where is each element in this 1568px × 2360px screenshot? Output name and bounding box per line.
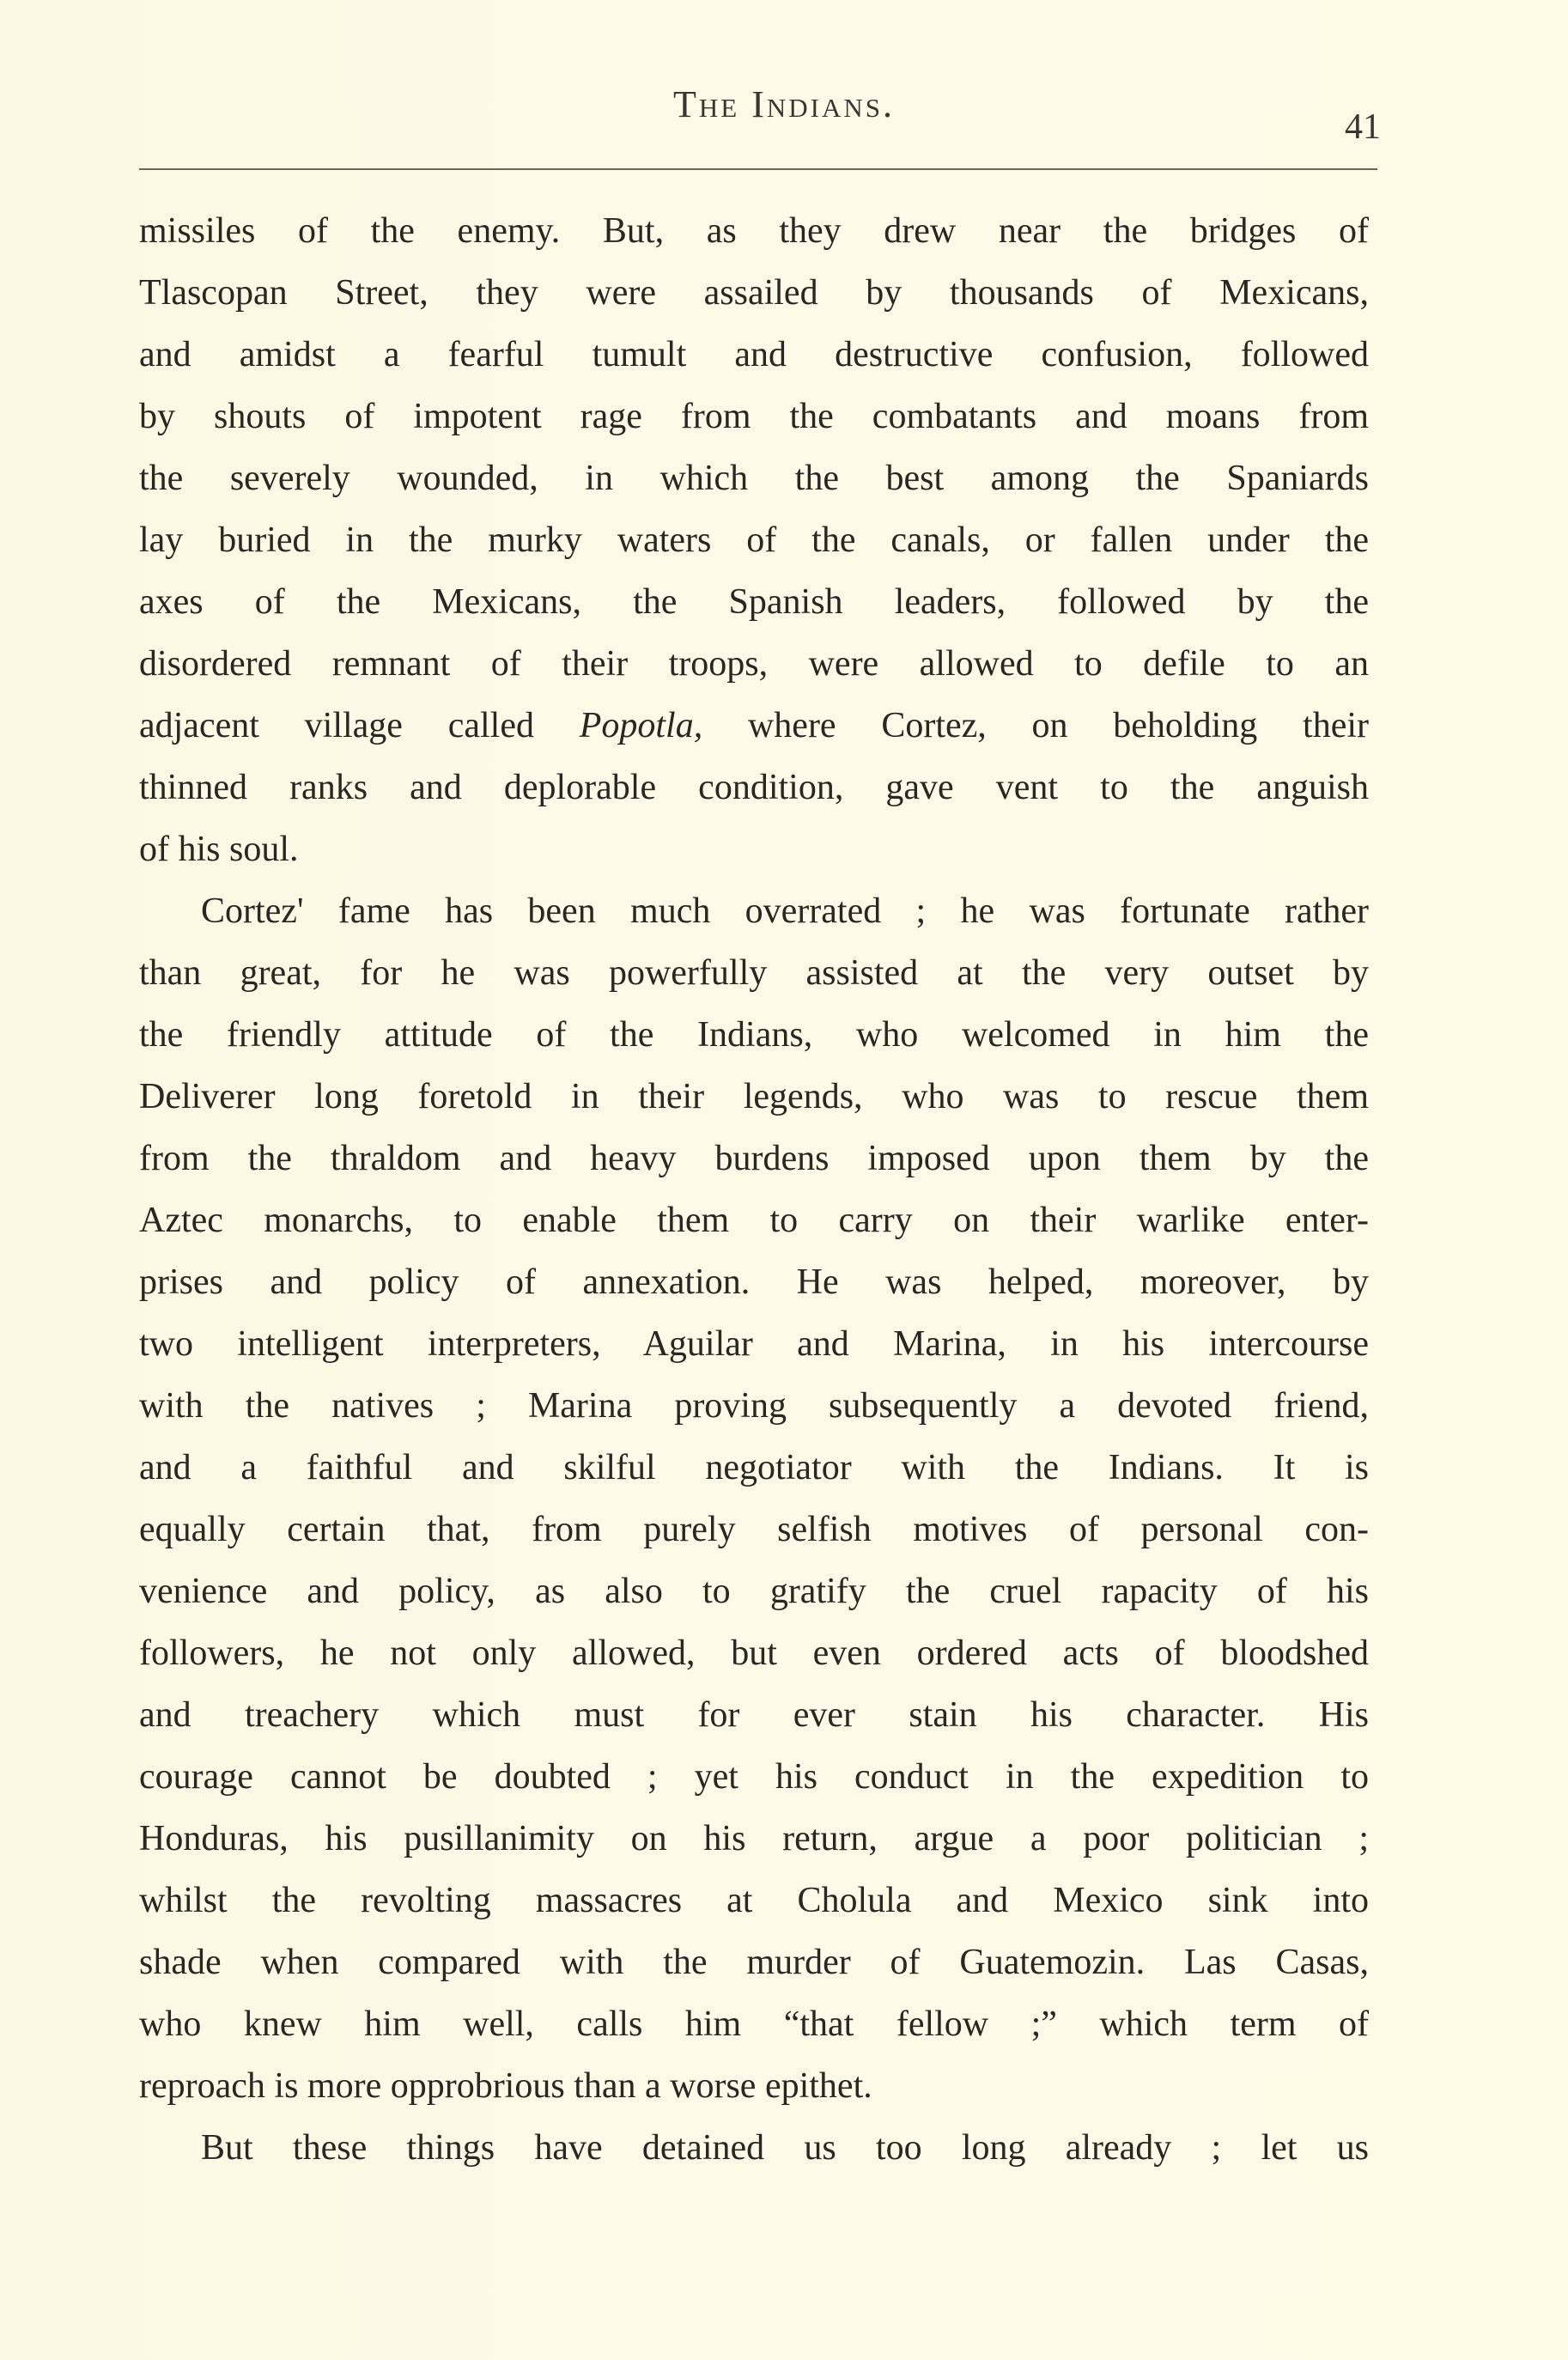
text-line: whilst the revolting massacres at Cholula and Mexico sink into bbox=[139, 1881, 1369, 1920]
text-line: missiles of the enemy. But, as they drew near the bridges of bbox=[139, 211, 1369, 251]
paragraph-start-line: But these things have detained us too long already ; let us bbox=[201, 2128, 1369, 2168]
text-line bbox=[139, 695, 1369, 757]
body-text bbox=[139, 200, 1369, 2179]
text-line: by shouts of impotent rage from the combatants and moans from bbox=[139, 397, 1369, 436]
text-line: axes of the Mexicans, the Spanish leaders, followed by the bbox=[139, 582, 1369, 622]
paragraph-start-line: Cortez' fame has been much overrated ; he was fortunate rather bbox=[201, 891, 1369, 931]
text-line: venience and policy, as also to gratify the cruel rapacity of his bbox=[139, 1572, 1369, 1611]
paragraph-end-line: reproach is more opprobrious than a worse epithet. bbox=[139, 2066, 872, 2106]
text-line: followers, he not only allowed, but even ordered acts of bloodshed bbox=[139, 1633, 1369, 1673]
text-line: with the natives ; Marina proving subsequently a devoted friend, bbox=[139, 1386, 1369, 1426]
text-line: two intelligent interpreters, Aguilar and Marina, in his intercourse bbox=[139, 1324, 1369, 1364]
text-line: thinned ranks and deplorable condition, gave vent to the anguish bbox=[139, 768, 1369, 807]
page-number: 41 bbox=[1345, 107, 1381, 147]
text-line: Aztec monarchs, to enable them to carry on their warlike enter- bbox=[139, 1201, 1369, 1240]
text-line: lay buried in the murky waters of the canals, or fallen under the bbox=[139, 520, 1369, 560]
text-line: courage cannot be doubted ; yet his conduct in the expedition to bbox=[139, 1757, 1369, 1797]
text-line: prises and policy of annexation. He was helped, moreover, by bbox=[139, 1262, 1369, 1302]
paragraph-end-line: of his soul. bbox=[139, 830, 299, 869]
text-line: Deliverer long foretold in their legends, who was to rescue them bbox=[139, 1077, 1369, 1116]
line-text-before: adjacent village called bbox=[139, 706, 580, 745]
text-line: the friendly attitude of the Indians, who welcomed in him the bbox=[139, 1015, 1369, 1055]
text-line: than great, for he was powerfully assisted at the very outset by bbox=[139, 953, 1369, 993]
running-title: The Indians. bbox=[673, 83, 895, 125]
text-line: disordered remnant of their troops, were allowed to defile to an bbox=[139, 644, 1369, 684]
line-text-after: where Cortez, on beholding their bbox=[702, 706, 1369, 745]
text-line: Tlascopan Street, they were assailed by thousands of Mexicans, bbox=[139, 273, 1369, 313]
text-line: equally certain that, from purely selfish motives of personal con- bbox=[139, 1510, 1369, 1549]
text-line: and treachery which must for ever stain his character. His bbox=[139, 1695, 1369, 1735]
place-name-italic: Popotla, bbox=[579, 706, 703, 745]
text-line: and a faithful and skilful negotiator with the Indians. It is bbox=[139, 1448, 1369, 1487]
text-line: shade when compared with the murder of Guatemozin. Las Casas, bbox=[139, 1943, 1369, 1982]
running-head bbox=[0, 82, 1568, 126]
header-rule bbox=[139, 168, 1377, 170]
text-line: and amidst a fearful tumult and destructive confusion, followed bbox=[139, 335, 1369, 374]
text-line: the severely wounded, in which the best among the Spaniards bbox=[139, 459, 1369, 498]
text-line: Honduras, his pusillanimity on his return, argue a poor politician ; bbox=[139, 1819, 1369, 1858]
text-line: from the thraldom and heavy burdens imposed upon them by the bbox=[139, 1139, 1369, 1178]
text-line: who knew him well, calls him “that fellow ;” which term of bbox=[139, 2004, 1369, 2044]
